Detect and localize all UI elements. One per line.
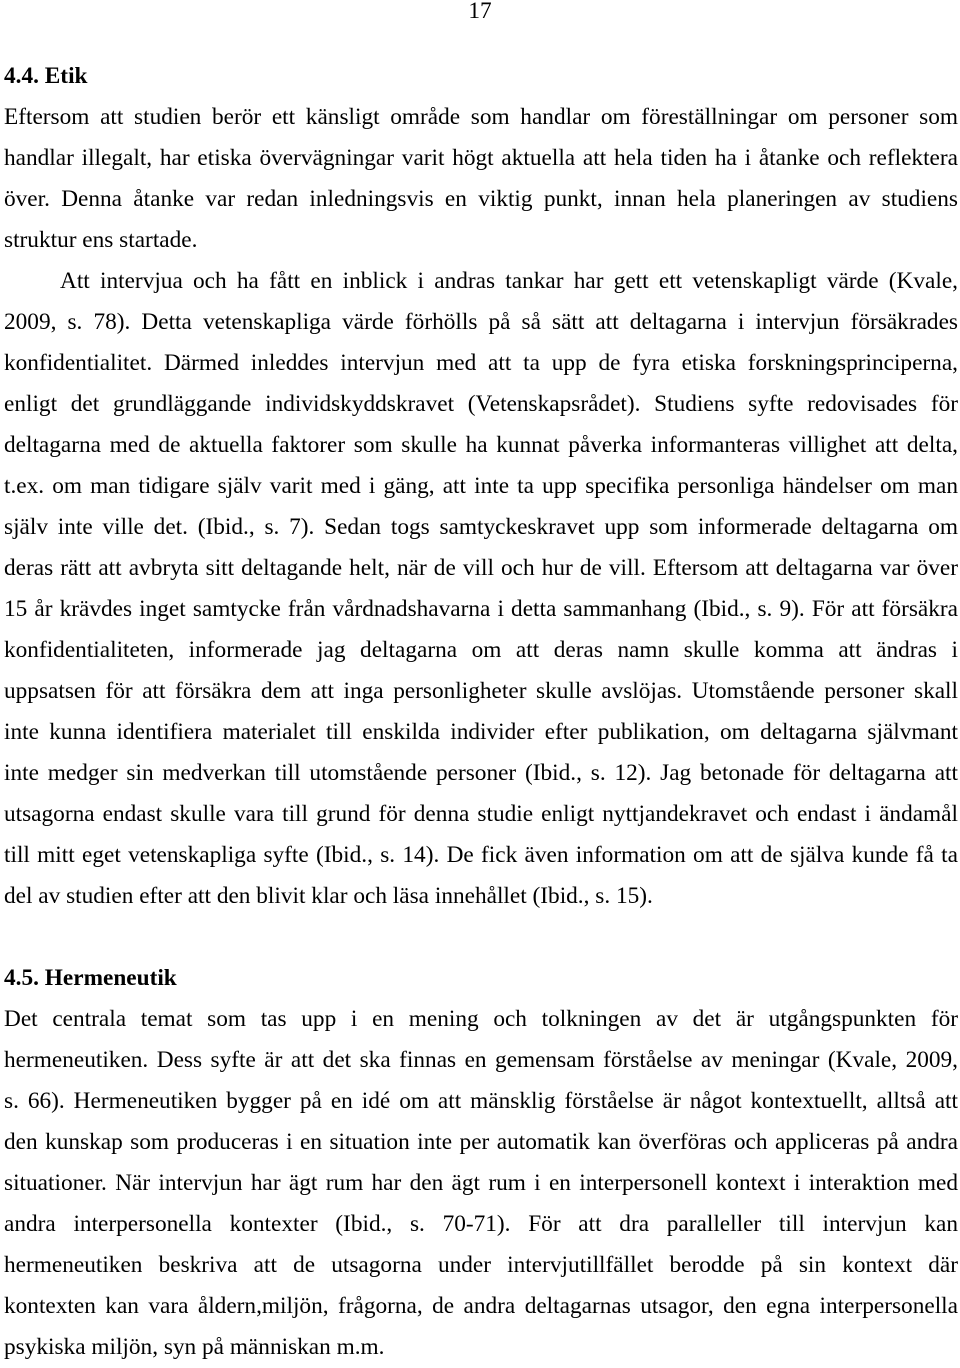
text-line: Det centrala temat som tas upp i en mening och tolkningen av det är utgångspunkten för <box>4 1006 958 1032</box>
text-line: situationer. När intervjun har ägt rum har den ägt rum i en interpersonell kontext i interaktion med <box>4 1170 958 1196</box>
text-line: inte kunna identifiera materialet till enskilda individer efter publikation, om deltagarna självmant <box>4 719 958 745</box>
text-line: deltagarna med de aktuella faktorer som skulle ha kunnat påverka informanteras villighet att delta, <box>4 432 958 458</box>
text-line: hermeneutiken beskriva att de utsagorna under intervjutillfället berodde på sin kontext där <box>4 1252 958 1278</box>
page-number: 17 <box>468 0 492 24</box>
text-line: andra interpersonella kontexter (Ibid., s. 70-71). För att dra paralleller till intervjun kan <box>4 1211 958 1237</box>
section-spacer <box>4 917 958 958</box>
text-line: konfidentialiteten, informerade jag deltagarna om att deras namn skulle komma att ändras i <box>4 637 958 663</box>
text-line: över. Denna åtanke var redan inledningsvis en viktig punkt, innan hela planeringen av studiens <box>4 186 958 212</box>
paragraph <box>4 999 958 1368</box>
text-line: Eftersom att studien berör ett känsligt område som handlar om föreställningar om personer som <box>4 104 958 130</box>
section-heading: 4.5. Hermeneutik <box>4 965 177 991</box>
document-body <box>4 56 958 1368</box>
text-line: 2009, s. 78). Detta vetenskapliga värde förhölls på så sätt att deltagarna i intervjun försäkrades <box>4 309 958 335</box>
text-line: själv inte ville det. (Ibid., s. 7). Sedan togs samtyckeskravet upp som informerade deltagarna om <box>4 514 958 540</box>
text-line: deras rätt att avbryta sitt deltagande helt, när de vill och hur de vill. Eftersom att deltagarna var över <box>4 555 958 581</box>
text-line: psykiska miljön, syn på människan m.m. <box>4 1334 385 1360</box>
text-line: handlar illegalt, har etiska övervägningar varit högt aktuella att hela tiden ha i åtanke och reflektera <box>4 145 958 171</box>
section-heading: 4.4. Etik <box>4 63 88 89</box>
section-hermeneutik <box>4 958 958 1368</box>
text-line: kontexten kan vara åldern,miljön, frågorna, de andra deltagarnas utsagor, den egna interpersonella <box>4 1293 958 1319</box>
text-line: t.ex. om man tidigare själv varit med i gäng, att inte ta upp specifika personliga händelser om man <box>4 473 958 499</box>
text-line: den kunskap som produceras i en situation inte per automatik kan överföras och appliceras på andra <box>4 1129 958 1155</box>
paragraph <box>4 261 958 917</box>
text-line: konfidentialitet. Därmed inleddes intervjun med att ta upp de fyra etiska forskningsprinciperna, <box>4 350 958 376</box>
section-etik <box>4 56 958 917</box>
text-line: inte medger sin medverkan till utomstående personer (Ibid., s. 12). Jag betonade för deltagarna att <box>4 760 958 786</box>
text-line: 15 år krävdes inget samtycke från vårdnadshavarna i detta sammanhang (Ibid., s. 9). För att försäkra <box>4 596 958 622</box>
text-line: struktur ens startade. <box>4 227 198 253</box>
text-line: s. 66). Hermeneutiken bygger på en idé om att mänsklig förståelse är något kontextuellt, alltså att <box>4 1088 958 1114</box>
text-line: del av studien efter att den blivit klar och läsa innehållet (Ibid., s. 15). <box>4 883 653 909</box>
text-line: utsagorna endast skulle vara till grund för denna studie enligt nyttjandekravet och endast i ändamål <box>4 801 958 827</box>
paragraph <box>4 97 958 261</box>
text-line: uppsatsen för att försäkra dem att inga personligheter skulle avslöjas. Utomstående personer skall <box>4 678 958 704</box>
text-line: till mitt eget vetenskapliga syfte (Ibid., s. 14). De fick även information om att de själva kunde få ta <box>4 842 958 868</box>
text-line: enligt det grundläggande individskyddskravet (Vetenskapsrådet). Studiens syfte redovisades för <box>4 391 958 417</box>
text-line: Att intervjua och ha fått en inblick i andras tankar har gett ett vetenskapligt värde (Kvale, <box>60 268 958 294</box>
text-line: hermeneutiken. Dess syfte är att det ska finnas en gemensam förståelse av meningar (Kvale, 2009, <box>4 1047 958 1073</box>
